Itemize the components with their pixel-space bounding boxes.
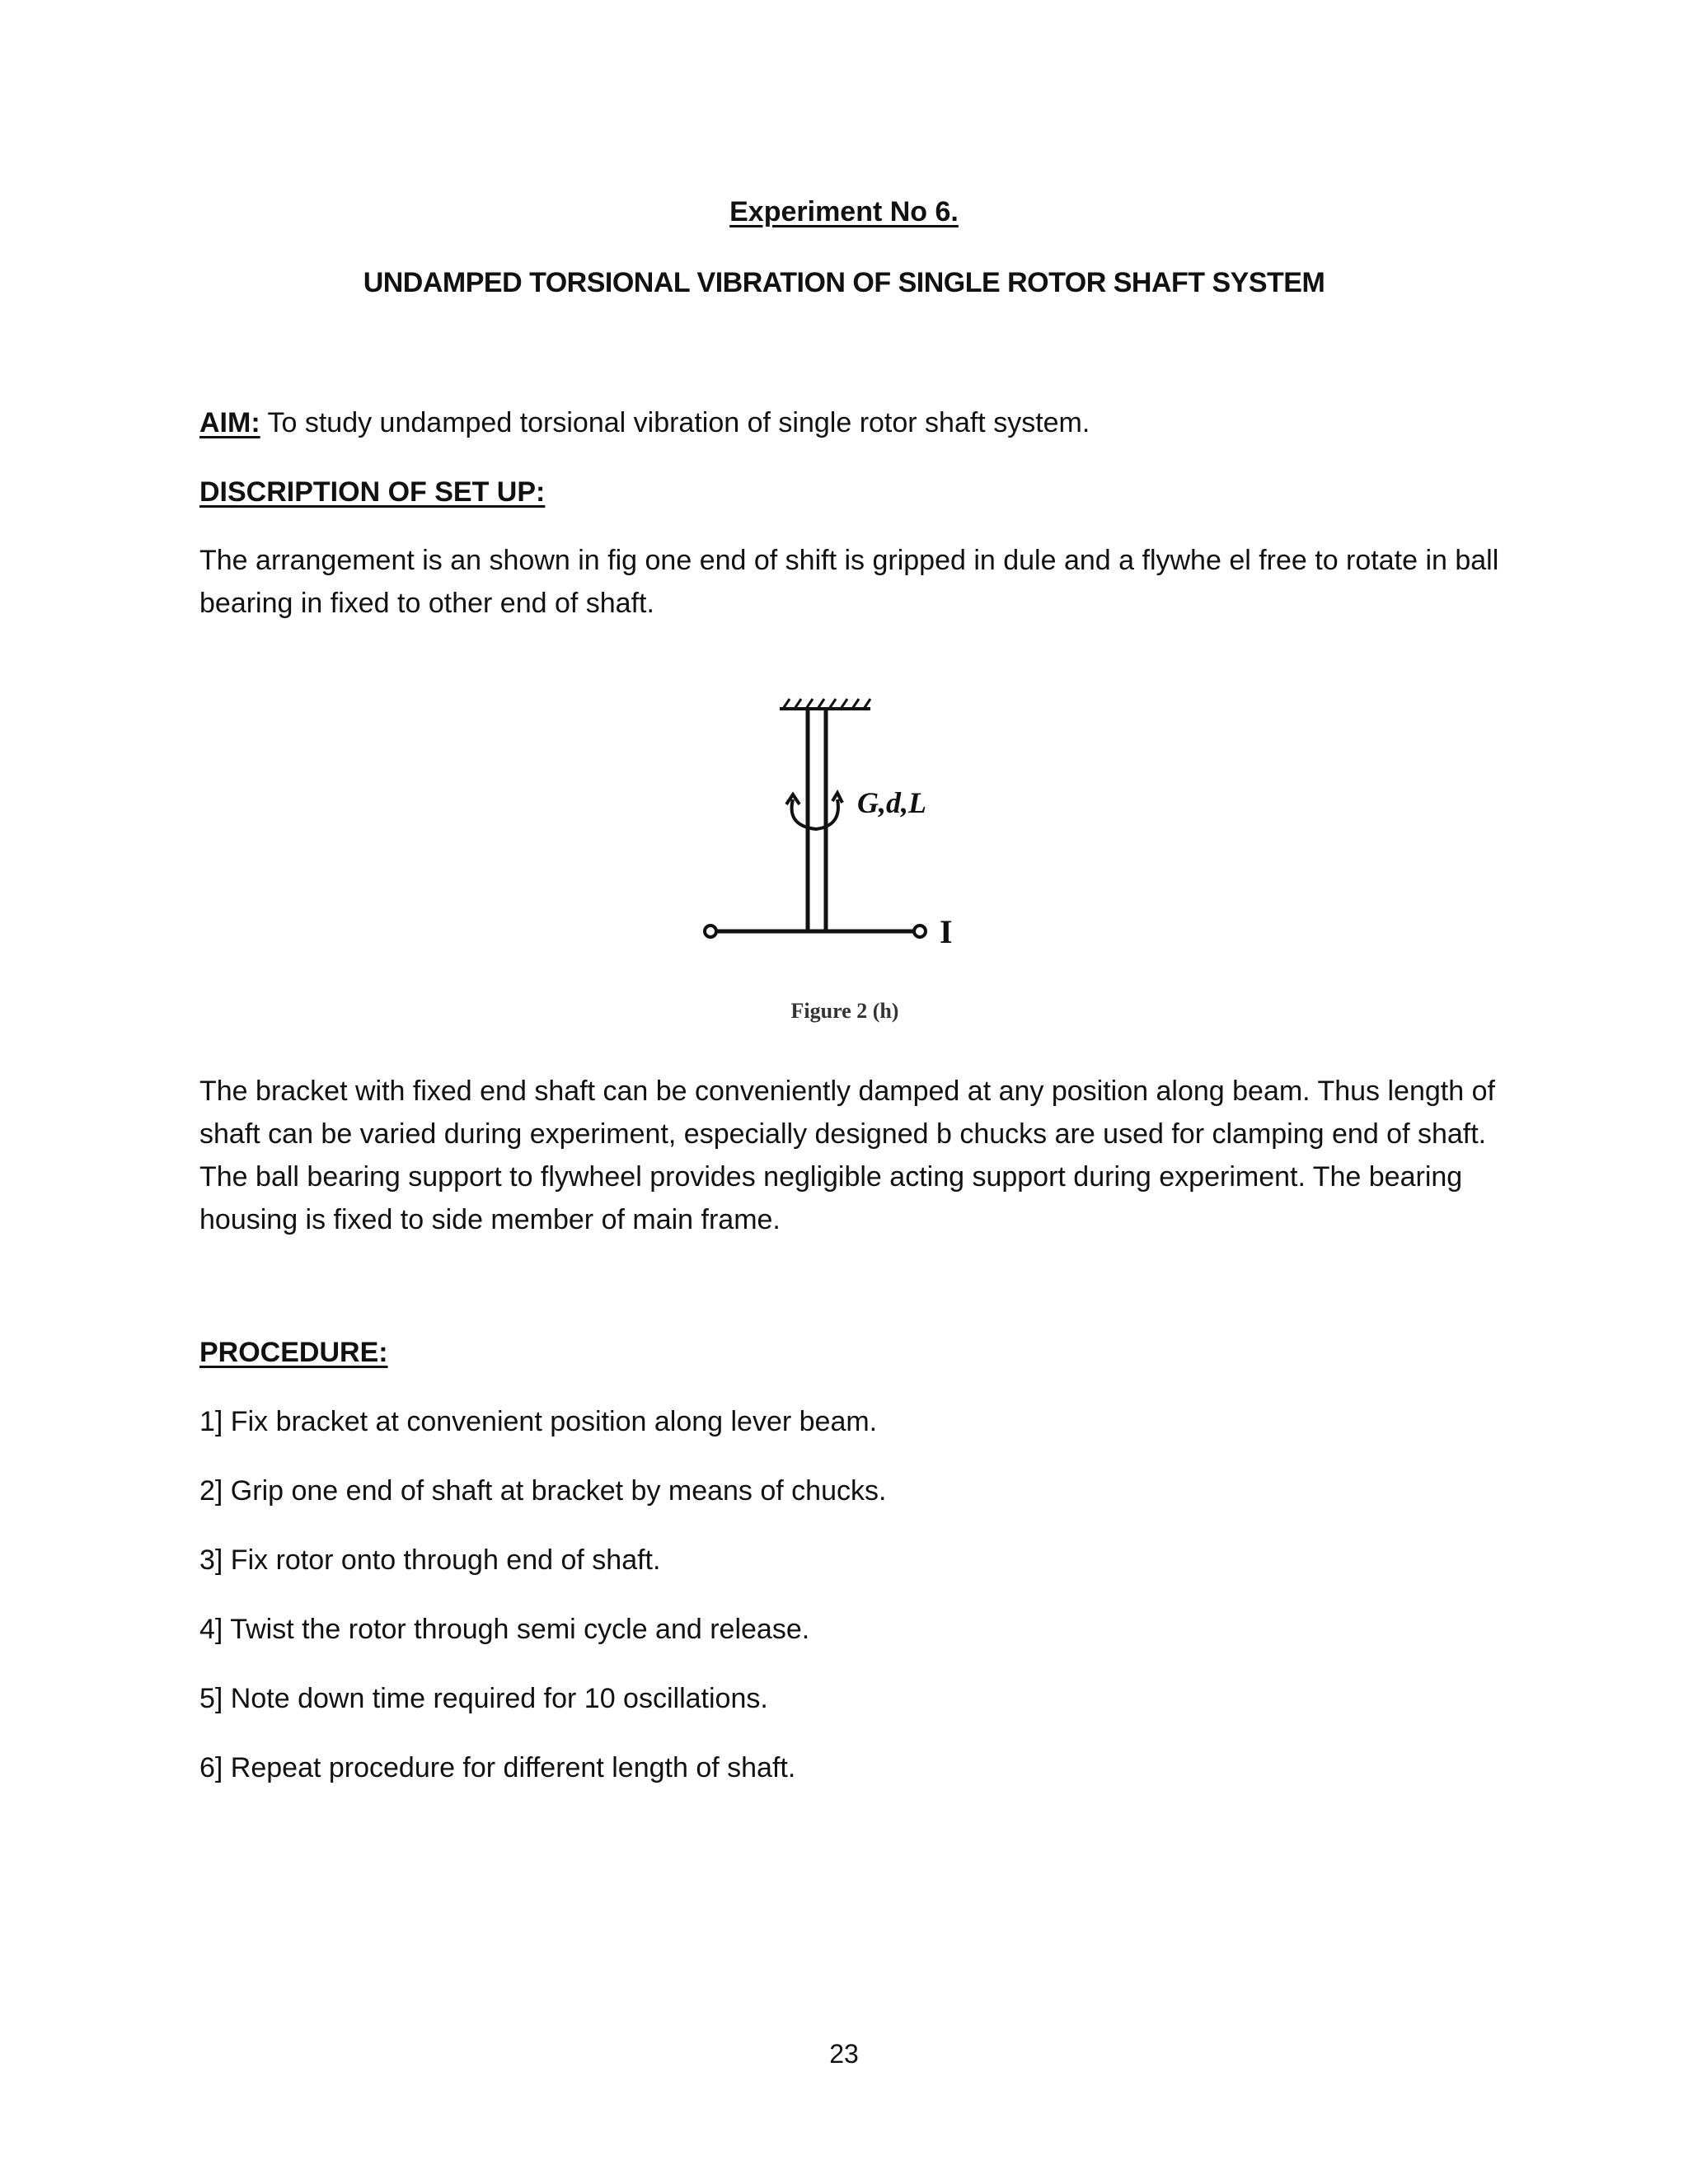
page-number: 23 <box>829 2039 859 2069</box>
procedure-step: 6] Repeat procedure for different length of shaft. <box>199 1752 796 1783</box>
shaft-rotor-diagram <box>701 684 997 1047</box>
procedure-step: 5] Note down time required for 10 oscillations. <box>199 1683 768 1714</box>
description-paragraph: The bracket with fixed end shaft can be conveniently damped at any position along beam. Thus length of shaft can be varied during experiment, especially designed b chucks are used for clamping end of shaft. The ball bearing support to flywheel provides negligible acting support during experiment. The bearing housing is fixed to side member of main frame. <box>199 1076 1495 1235</box>
experiment-title: UNDAMPED TORSIONAL VIBRATION OF SINGLE ROTOR SHAFT SYSTEM <box>363 267 1325 298</box>
setup-heading: DISCRIPTION OF SET UP: <box>199 476 546 508</box>
procedure-step: 2] Grip one end of shaft at bracket by means of chucks. <box>199 1475 887 1507</box>
procedure-step: 4] Twist the rotor through semi cycle and release. <box>199 1614 810 1645</box>
setup-paragraph: The arrangement is an shown in fig one end of shift is gripped in dule and a flywhe el free to rotate in ball bearing in fixed to other end of shaft. <box>199 545 1499 619</box>
aim-line <box>199 407 1090 439</box>
rotor-left-end <box>705 926 716 937</box>
procedure-step: 3] Fix rotor onto through end of shaft. <box>199 1544 661 1576</box>
experiment-number: Experiment No 6. <box>729 196 959 227</box>
inertia-label: I <box>940 913 953 950</box>
rotor-right-end <box>914 926 926 937</box>
procedure-heading: PROCEDURE: <box>199 1337 388 1368</box>
shaft-properties-label: G,d,L <box>857 786 926 819</box>
aim-label: AIM: <box>199 407 260 438</box>
aim-text: To study undamped torsional vibration of single rotor shaft system. <box>260 407 1090 438</box>
figure-caption: Figure 2 (h) <box>790 999 899 1023</box>
procedure-step: 1] Fix bracket at convenient position along lever beam. <box>199 1406 878 1437</box>
